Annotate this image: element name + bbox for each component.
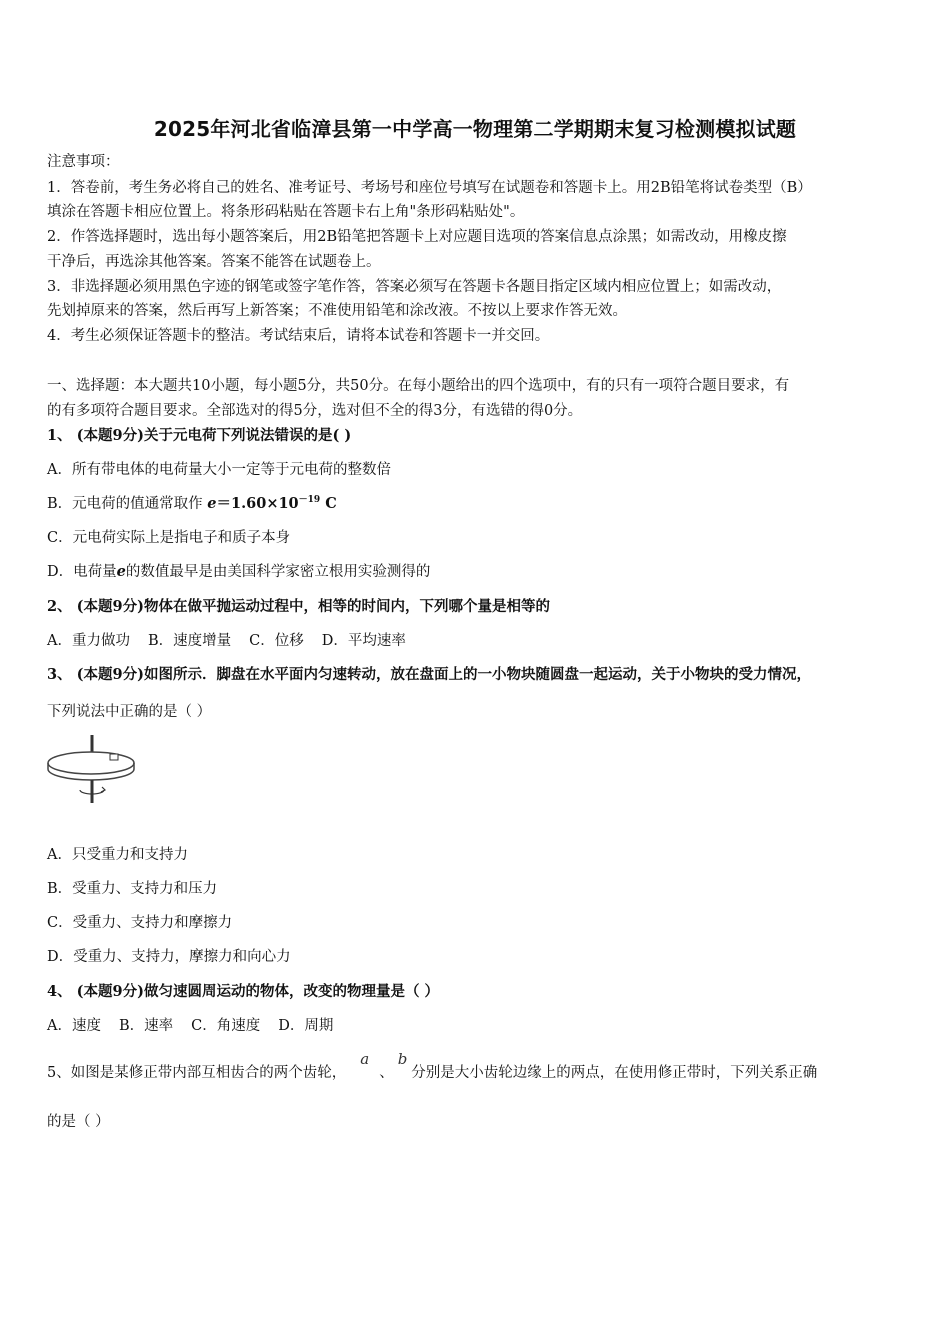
q3-option-c: C．受重力、支持力和摩擦力 [47,915,233,931]
notice-line: 先划掉原来的答案，然后再写上新答案；不准使用铅笔和涂改液。不按以上要求作答无效。 [47,303,627,319]
q3-stem: 3、 (本题9分)如图所示．脚盘在水平面内匀速转动，放在盘面上的一小物块随圆盘一起运动，关于小物块的受力情况， [47,666,811,683]
q1-option-d-rest: 的数值最早是由美国科学家密立根用实验测得的 [125,564,431,580]
q3-option-b: B．受重力、支持力和压力 [47,881,218,897]
q1-option-d-text: D．电荷量 [47,564,117,580]
page-title: 2025年河北省临漳县第一中学高一物理第二学期期末复习检测模拟试题 [153,117,797,141]
q1-option-a: A．所有带电体的电荷量大小一定等于元电荷的整数倍 [47,462,391,478]
q5-var-a: a [360,1050,370,1068]
notice-heading: 注意事项： [47,154,120,170]
q2-option: A．重力做功 [47,633,130,649]
q4-stem: 4、 (本题9分)做匀速圆周运动的物体，改变的物理量是（ ） [47,983,439,1000]
q5-stem [47,1050,818,1083]
q4-option: B．速率 [118,1018,174,1034]
q5-sep: 、 [379,1065,394,1081]
q4-option: D．周期 [278,1018,334,1034]
q1-var-e: e [116,563,126,580]
q4-option: A．速度 [47,1018,101,1034]
q5-stem-rest: 分别是大小齿轮边缘上的两点，在使用修正带时，下列关系正确 [411,1065,818,1081]
q5-stem-text: 5、如图是某修正带内部互相齿合的两个齿轮， [47,1065,347,1081]
q1-exponent: －19 [298,495,321,505]
q3-option-a: A．只受重力和支持力 [47,847,188,863]
q2-option: C．位移 [249,633,304,649]
q1-option-d [47,562,430,582]
section-intro: 的有多项符合题目要求。全部选对的得5分，选对但不全的得3分，有选错的得0分。 [47,403,583,419]
q3-stem-cont: 下列说法中正确的是（ ） [47,704,212,720]
notice-line: 3．非选择题必须用黑色字迹的钢笔或签字笔作答，答案必须写在答题卡各题目指定区域内相应位置上；如需改动， [47,279,782,295]
q4-options [47,1016,333,1036]
rotating-disk-icon [44,733,144,808]
notice-line: 4．考生必须保证答题卡的整洁。考试结束后，请将本试卷和答题卡一并交回。 [47,328,550,344]
q1-option-b-text: B．元电荷的值通常取作 [47,496,208,512]
rotating-disk-figure [44,733,144,812]
section-intro: 一、选择题：本大题共10小题，每小题5分，共50分。在每小题给出的四个选项中，有的只有一项符合题目要求，有 [47,378,790,394]
notice-line: 1．答卷前，考生务必将自己的姓名、准考证号、考场号和座位号填写在试题卷和答题卡上。用2B铅笔将试卷类型（B） [47,180,812,196]
q1-value: ＝1.60×10 [216,495,299,512]
q1-option-c: C．元电荷实际上是指电子和质子本身 [47,530,291,546]
q1-var-e: e [207,495,217,512]
q2-option: B．速度增量 [147,633,232,649]
q3-option-d: D．受重力、支持力，摩擦力和向心力 [47,949,291,965]
q1-option-b [47,494,337,514]
q1-stem: 1、 (本题9分)关于元电荷下列说法错误的是( ) [47,427,352,444]
q1-unit: C [320,495,337,512]
q2-option: D．平均速率 [321,633,406,649]
notice-line: 干净后，再选涂其他答案。答案不能答在试题卷上。 [47,254,381,270]
q2-stem: 2、 (本题9分)物体在做平抛运动过程中，相等的时间内，下列哪个量是相等的 [47,598,550,615]
q5-stem-cont: 的是（ ） [47,1114,110,1130]
q5-var-b: b [397,1050,408,1068]
q4-option: C．角速度 [191,1018,261,1034]
q2-options [47,631,406,651]
notice-line: 填涂在答题卡相应位置上。将条形码粘贴在答题卡右上角"条形码粘贴处"。 [47,204,525,220]
notice-line: 2．作答选择题时，选出每小题答案后，用2B铅笔把答题卡上对应题目选项的答案信息点涂黑；如需改动，用橡皮擦 [47,229,787,245]
